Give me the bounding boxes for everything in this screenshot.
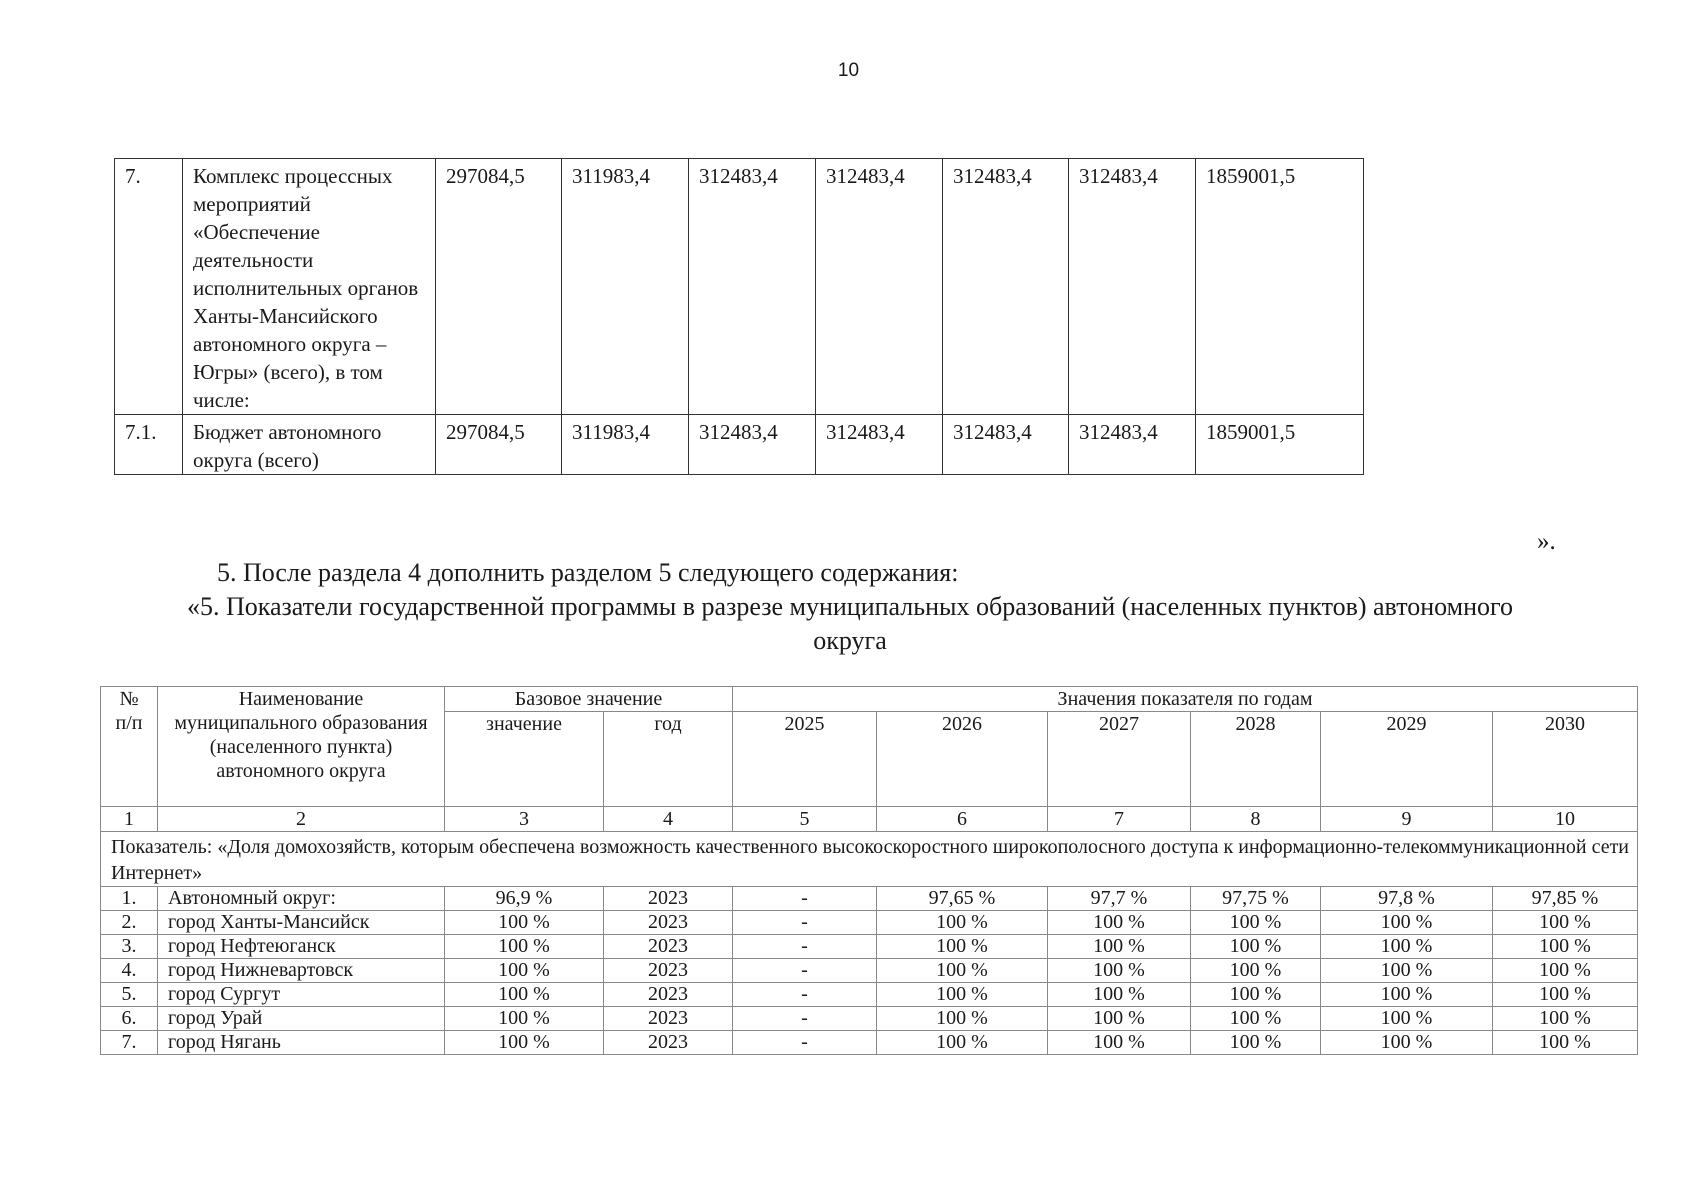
- row-name: город Нефтеюганск: [158, 935, 445, 959]
- row-year-value: 100 %: [1191, 935, 1321, 959]
- row-year-value: 100 %: [1048, 911, 1191, 935]
- row-year-value: -: [733, 1007, 877, 1031]
- row-year-value: 100 %: [1191, 911, 1321, 935]
- row-year-value: 97,7 %: [1048, 887, 1191, 911]
- row-number: 4.: [101, 959, 158, 983]
- header-base-group: Базовое значение: [445, 687, 733, 712]
- row-year-value: 100 %: [1493, 1031, 1638, 1055]
- row-year-value: 100 %: [1493, 911, 1638, 935]
- row-year-value: 100 %: [1321, 935, 1493, 959]
- table-row: [101, 887, 1638, 911]
- row-base-value: 100 %: [445, 1031, 604, 1055]
- header-base-year: год: [604, 712, 733, 807]
- section-heading: «5. Показатели государственной программы в разрезе муниципальных образований (населенных пунктов) автономного округа: [186, 592, 1514, 655]
- row-value: 297084,5: [436, 415, 562, 475]
- row-base-year: 2023: [604, 983, 733, 1007]
- row-number: 7.: [101, 1031, 158, 1055]
- row-number: 6.: [101, 1007, 158, 1031]
- row-base-value: 100 %: [445, 1007, 604, 1031]
- row-year-value: 100 %: [1191, 1031, 1321, 1055]
- row-base-year: 2023: [604, 911, 733, 935]
- row-base-year: 2023: [604, 1007, 733, 1031]
- row-base-value: 96,9 %: [445, 887, 604, 911]
- header-year: 2025: [733, 712, 877, 807]
- row-value: 297084,5: [436, 159, 562, 415]
- row-name: Комплекс процессных мероприятий «Обеспечение деятельности исполнительных органов Ханты-Мансийского автономного округа – Югры» (всего), в том числе:: [183, 159, 436, 415]
- row-value: 312483,4: [943, 415, 1069, 475]
- financing-table: [114, 158, 1364, 475]
- column-number: 5: [733, 807, 877, 832]
- row-value: 1859001,5: [1196, 415, 1364, 475]
- indicator-row: [101, 832, 1638, 887]
- row-year-value: 100 %: [1048, 1031, 1191, 1055]
- row-year-value: 100 %: [1493, 983, 1638, 1007]
- row-year-value: -: [733, 887, 877, 911]
- row-value: 312483,4: [943, 159, 1069, 415]
- row-value: 312483,4: [689, 415, 816, 475]
- column-number: 7: [1048, 807, 1191, 832]
- header-base-value: значение: [445, 712, 604, 807]
- row-base-value: 100 %: [445, 959, 604, 983]
- header-years-group: Значения показателя по годам: [733, 687, 1638, 712]
- header-name: Наименование муниципального образования (населенного пункта) автономного округа: [158, 687, 445, 807]
- row-year-value: 100 %: [1048, 983, 1191, 1007]
- row-year-value: 97,8 %: [1321, 887, 1493, 911]
- row-year-value: 100 %: [1191, 959, 1321, 983]
- row-name: город Сургут: [158, 983, 445, 1007]
- column-number: 9: [1321, 807, 1493, 832]
- row-year-value: 100 %: [1191, 983, 1321, 1007]
- row-year-value: 100 %: [1321, 1031, 1493, 1055]
- row-name: Автономный округ:: [158, 887, 445, 911]
- column-number: 2: [158, 807, 445, 832]
- financing-row: [115, 415, 1364, 475]
- table-row: [101, 1007, 1638, 1031]
- row-value: 312483,4: [1069, 415, 1196, 475]
- amendment-paragraph: 5. После раздела 4 дополнить разделом 5 следующего содержания:: [217, 558, 959, 587]
- row-year-value: 100 %: [877, 959, 1048, 983]
- row-year-value: 100 %: [1048, 935, 1191, 959]
- financing-row: [115, 159, 1364, 415]
- row-number: 3.: [101, 935, 158, 959]
- row-value: 1859001,5: [1196, 159, 1364, 415]
- closing-quote: ».: [1537, 528, 1556, 555]
- table-row: [101, 935, 1638, 959]
- row-number: 5.: [101, 983, 158, 1007]
- column-number: 8: [1191, 807, 1321, 832]
- row-year-value: 100 %: [877, 911, 1048, 935]
- row-year-value: -: [733, 911, 877, 935]
- row-name: Бюджет автономного округа (всего): [183, 415, 436, 475]
- table-row: [101, 959, 1638, 983]
- row-value: 312483,4: [816, 415, 943, 475]
- column-numbers-row: [101, 807, 1638, 832]
- column-number: 4: [604, 807, 733, 832]
- row-year-value: 100 %: [1493, 935, 1638, 959]
- table-row: [101, 911, 1638, 935]
- row-year-value: 100 %: [877, 1031, 1048, 1055]
- row-year-value: 100 %: [877, 1007, 1048, 1031]
- column-number: 3: [445, 807, 604, 832]
- indicator-title: Показатель: «Доля домохозяйств, которым обеспечена возможность качественного высокоскоростного широкополосного доступа к информационно-телекоммуникационной сети Интернет»: [101, 832, 1638, 887]
- row-year-value: 100 %: [1048, 959, 1191, 983]
- row-year-value: -: [733, 959, 877, 983]
- row-value: 312483,4: [689, 159, 816, 415]
- row-name: город Урай: [158, 1007, 445, 1031]
- row-year-value: 100 %: [1321, 911, 1493, 935]
- header-year: 2026: [877, 712, 1048, 807]
- row-year-value: 97,85 %: [1493, 887, 1638, 911]
- header-row-1: [101, 687, 1638, 712]
- header-year: 2027: [1048, 712, 1191, 807]
- header-year: 2028: [1191, 712, 1321, 807]
- column-number: 6: [877, 807, 1048, 832]
- table-row: [101, 983, 1638, 1007]
- row-value: 312483,4: [1069, 159, 1196, 415]
- row-name: город Нягань: [158, 1031, 445, 1055]
- row-base-value: 100 %: [445, 983, 604, 1007]
- row-base-year: 2023: [604, 959, 733, 983]
- header-year: 2030: [1493, 712, 1638, 807]
- row-year-value: -: [733, 935, 877, 959]
- row-name: город Нижневартовск: [158, 959, 445, 983]
- row-name: город Ханты-Мансийск: [158, 911, 445, 935]
- row-year-value: 100 %: [877, 983, 1048, 1007]
- row-value: 311983,4: [562, 415, 689, 475]
- row-number: 1.: [101, 887, 158, 911]
- row-year-value: 100 %: [1321, 1007, 1493, 1031]
- column-number: 10: [1493, 807, 1638, 832]
- row-year-value: 100 %: [1493, 959, 1638, 983]
- row-year-value: 100 %: [1321, 959, 1493, 983]
- row-year-value: 100 %: [877, 935, 1048, 959]
- table-row: [101, 1031, 1638, 1055]
- row-year-value: 100 %: [1191, 1007, 1321, 1031]
- indicators-table: [100, 686, 1638, 1055]
- header-year: 2029: [1321, 712, 1493, 807]
- row-year-value: 100 %: [1048, 1007, 1191, 1031]
- row-base-value: 100 %: [445, 935, 604, 959]
- row-base-value: 100 %: [445, 911, 604, 935]
- row-year-value: 97,75 %: [1191, 887, 1321, 911]
- row-value: 311983,4: [562, 159, 689, 415]
- row-number: 7.: [115, 159, 183, 415]
- row-number: 2.: [101, 911, 158, 935]
- column-number: 1: [101, 807, 158, 832]
- row-year-value: 100 %: [1493, 1007, 1638, 1031]
- row-base-year: 2023: [604, 887, 733, 911]
- row-value: 312483,4: [816, 159, 943, 415]
- row-base-year: 2023: [604, 935, 733, 959]
- row-base-year: 2023: [604, 1031, 733, 1055]
- row-year-value: 97,65 %: [877, 887, 1048, 911]
- page-number: 10: [837, 60, 860, 81]
- header-num: № п/п: [101, 687, 158, 807]
- row-year-value: -: [733, 1031, 877, 1055]
- row-number: 7.1.: [115, 415, 183, 475]
- row-year-value: 100 %: [1321, 983, 1493, 1007]
- row-year-value: -: [733, 983, 877, 1007]
